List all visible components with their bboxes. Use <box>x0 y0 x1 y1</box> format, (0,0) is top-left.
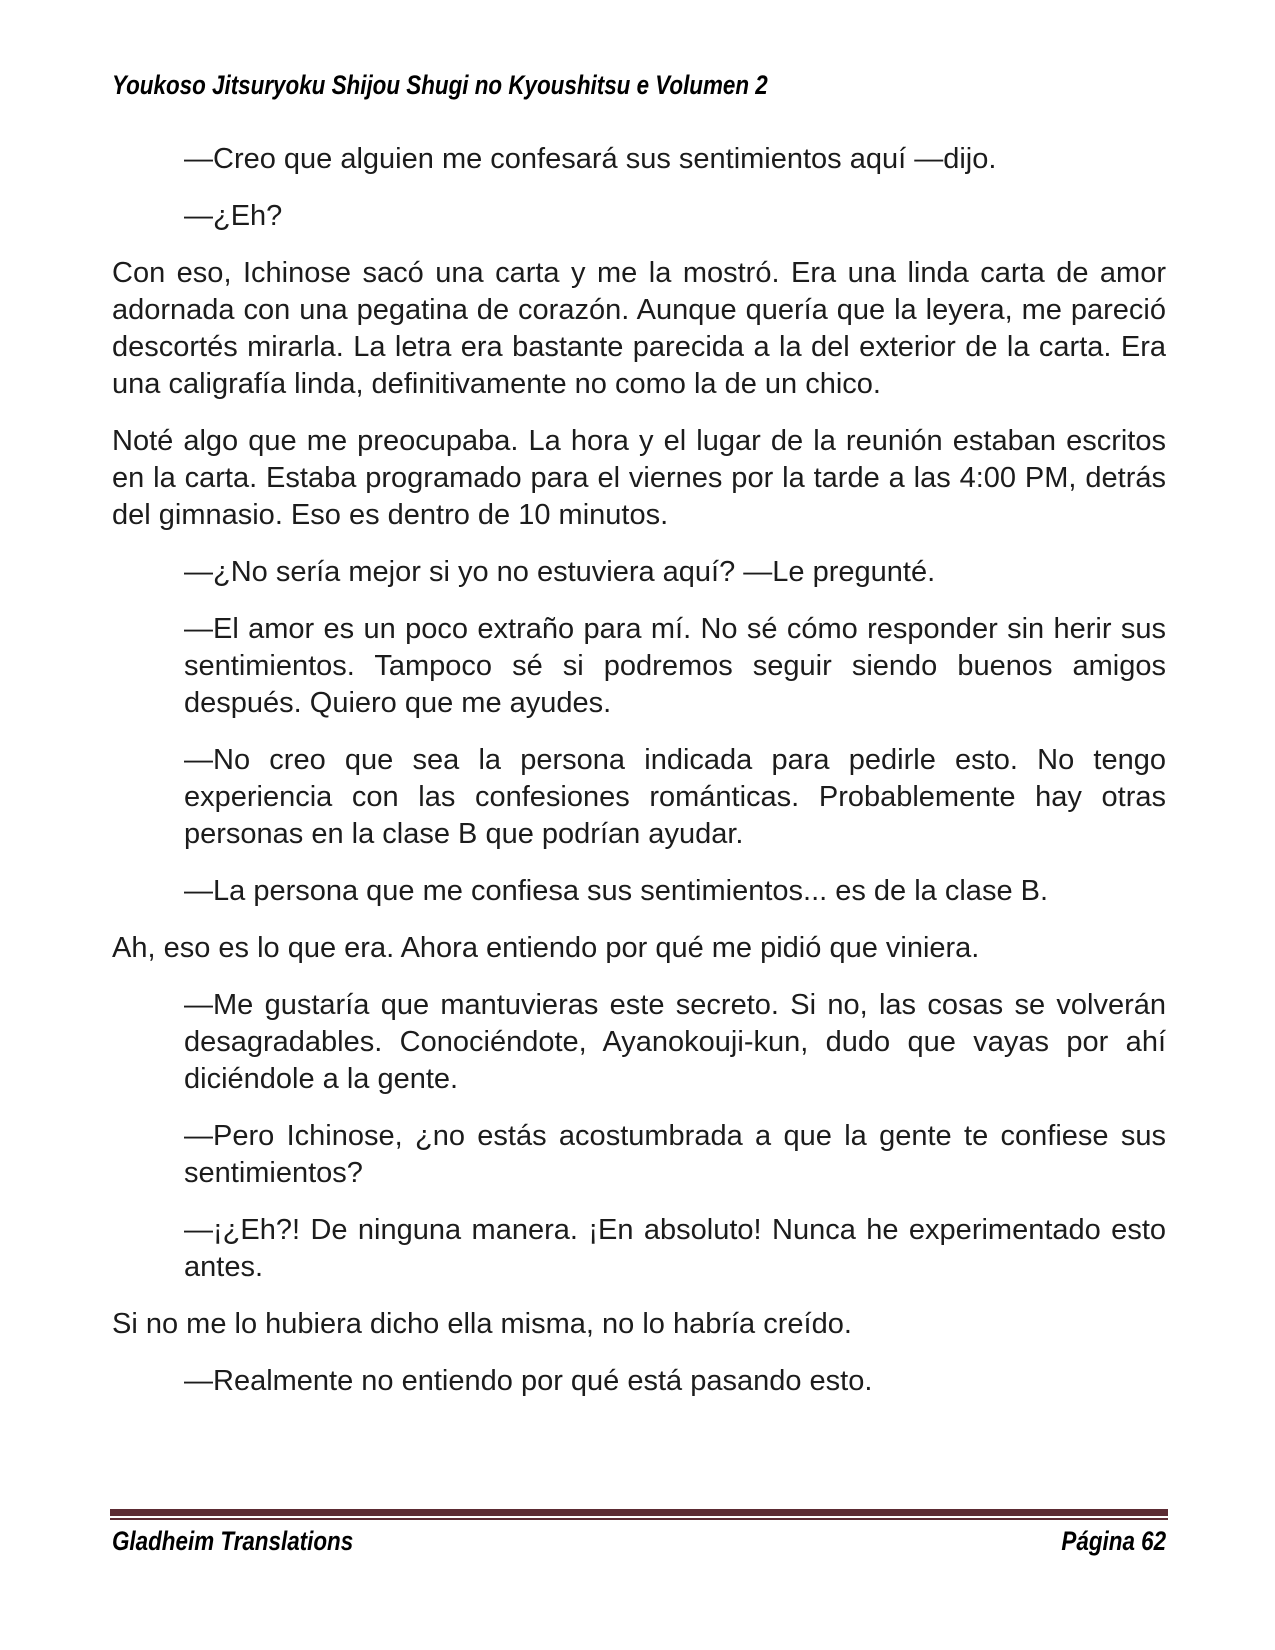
footer-rule-thick-bar <box>110 1509 1168 1516</box>
page-body <box>112 141 1166 1420</box>
page-footer <box>112 1526 1166 1557</box>
footer-rule <box>110 1509 1168 1520</box>
paragraph-4: Noté algo que me preocupaba. La hora y el lugar de la reunión estaban escritos en la carta. Estaba programado para el viernes por la tarde a las 4:00 PM, detrás del gimnasio. Eso es dentro de 10 minutos. <box>112 425 1166 531</box>
paragraph-2: —¿Eh? <box>184 200 283 232</box>
paragraph-10: —Me gustaría que mantuvieras este secreto. Si no, las cosas se volverán desagradables. Conociéndote, Ayanokouji-kun, dudo que vayas por ahí diciéndole a la gente. <box>184 989 1166 1095</box>
paragraph-11: —Pero Ichinose, ¿no estás acostumbrada a que la gente te confiese sus sentimientos? <box>184 1120 1166 1189</box>
paragraph-14: —Realmente no entiendo por qué está pasando esto. <box>184 1365 873 1397</box>
paragraph-1: —Creo que alguien me confesará sus sentimientos aquí —dijo. <box>184 143 997 175</box>
paragraph-9: Ah, eso es lo que era. Ahora entiendo por qué me pidió que viniera. <box>112 932 980 964</box>
footer-rule-thin-line <box>110 1518 1168 1520</box>
footer-page-number: Página 62 <box>1061 1526 1166 1556</box>
paragraph-8: —La persona que me confiesa sus sentimientos... es de la clase B. <box>184 875 1049 907</box>
page-header-title: Youkoso Jitsuryoku Shijou Shugi no Kyoushitsu e Volumen 2 <box>112 70 768 100</box>
paragraph-7: —No creo que sea la persona indicada para pedirle esto. No tengo experiencia con las confesiones románticas. Probablemente hay otras personas en la clase B que podrían ayudar. <box>184 744 1166 850</box>
paragraph-5: —¿No sería mejor si yo no estuviera aquí? —Le pregunté. <box>184 556 936 588</box>
paragraph-6: —El amor es un poco extraño para mí. No sé cómo responder sin herir sus sentimientos. Tampoco sé si podremos seguir siendo buenos amigos después. Quiero que me ayudes. <box>184 613 1166 719</box>
paragraph-3: Con eso, Ichinose sacó una carta y me la mostró. Era una linda carta de amor adornada con una pegatina de corazón. Aunque quería que la leyera, me pareció descortés mirarla. La letra era bastante parecida a la del exterior de la carta. Era una caligrafía linda, definitivamente no como la de un chico. <box>112 257 1166 400</box>
paragraph-12: —¡¿Eh?! De ninguna manera. ¡En absoluto! Nunca he experimentado esto antes. <box>184 1214 1166 1283</box>
footer-translator-credit: Gladheim Translations <box>112 1526 354 1556</box>
paragraph-13: Si no me lo hubiera dicho ella misma, no lo habría creído. <box>112 1308 852 1340</box>
